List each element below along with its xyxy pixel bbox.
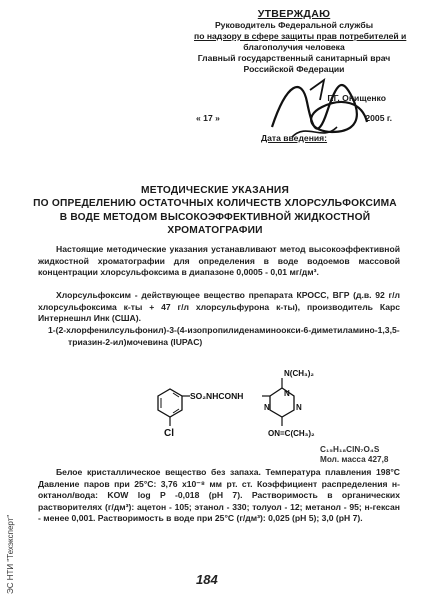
title-line-1: МЕТОДИЧЕСКИЕ УКАЗАНИЯ [141,185,289,196]
substance-paragraph: Хлорсульфоксим - действующее вещество препарата КРОСС, ВГР (д.в. 92 г/л хлорсульфоксима к-ты + 47 г/л хлорсульфурона к-ты), производитель Карс Интернешнл Инк (США). [38,290,400,324]
ring-n-1: N [264,403,270,412]
structural-formula [150,366,330,448]
approval-heading: УТВЕРЖДАЮ [257,8,331,20]
sulfonyl-label: SO₂NHCONH [190,391,244,401]
issue-date-label: Дата введения: [260,133,328,143]
molecular-formula [320,445,388,465]
approval-line-5: Российской Федерации [243,64,345,74]
title-line-2: ПО ОПРЕДЕЛЕНИЮ ОСТАТОЧНЫХ КОЛИЧЕСТВ ХЛОРСУЛЬФОКСИМА [33,198,397,210]
dimethylamino-label: N(CH₃)₂ [284,369,314,378]
approval-line-1: Руководитель Федеральной службы [214,20,374,30]
cl-label: Cl [164,428,174,439]
formula-text: C₁₅H₁₈ClN₇O₄S [320,445,380,454]
signatory-name: Г.Г. Онищенко [327,93,386,103]
iupac-name-end: триазин-2-ил)мочевина (IUPAC) [68,336,203,347]
approval-line-2: по надзору в сфере защиты прав потребителей и [194,31,407,41]
approval-line-4: Главный государственный санитарный врач [197,53,391,63]
title-line-4: ХРОМАТОГРАФИИ [167,225,263,237]
properties-paragraph: Белое кристаллическое вещество без запаха. Температура плавления 198°С Давление паров при 25°С: 3,76 х10⁻⁸ мм рт. ст. Коэффициент распределения н-октанол/вода: KOW log P -0,018 (pH 7). Растворимость в органических растворителях (г/дм³): ацетон - 105; этанол - 330; толуол - 12; метанол - 95; н-гексан - менее 0,001. Растворимость в воде при 25°С (г/дм³): 0,025 (pH 5); 3,0 (pH 7). [38,467,400,524]
oxime-label: ON=C(CH₃)₂ [268,429,315,438]
iupac-name-line: 1-(2-хлорфенилсульфонил)-3-(4-изопропилиденаминоокси-6-диметиламино-1,3,5- [48,325,400,335]
iupac-paragraph [38,325,400,348]
sidebar-watermark [6,490,20,594]
watermark-text: ЭС НТИ "Техэксперт" [6,514,15,594]
molar-mass: Мол. масса 427,8 [320,455,389,464]
intro-paragraph: Настоящие методические указания устанавливают метод высокоэффективной жидкостной хроматографии для определения в воде водоемов массовой концентрации хлорсульфоксима в диапазоне 0,0005 - 0,01 мг/дм³. [38,244,400,278]
date-year: 2005 г. [365,113,392,123]
signature-icon [262,72,372,152]
ring-n-3: N [284,389,290,398]
page-number: 184 [196,572,218,587]
ring-n-2: N [296,403,302,412]
document-title [28,184,402,238]
date-open: « 17 » [196,113,220,123]
approval-line-3: благополучия человека [243,42,345,52]
title-line-3: В ВОДЕ МЕТОДОМ ВЫСОКОЭФФЕКТИВНОЙ ЖИДКОСТНОЙ [59,211,371,223]
